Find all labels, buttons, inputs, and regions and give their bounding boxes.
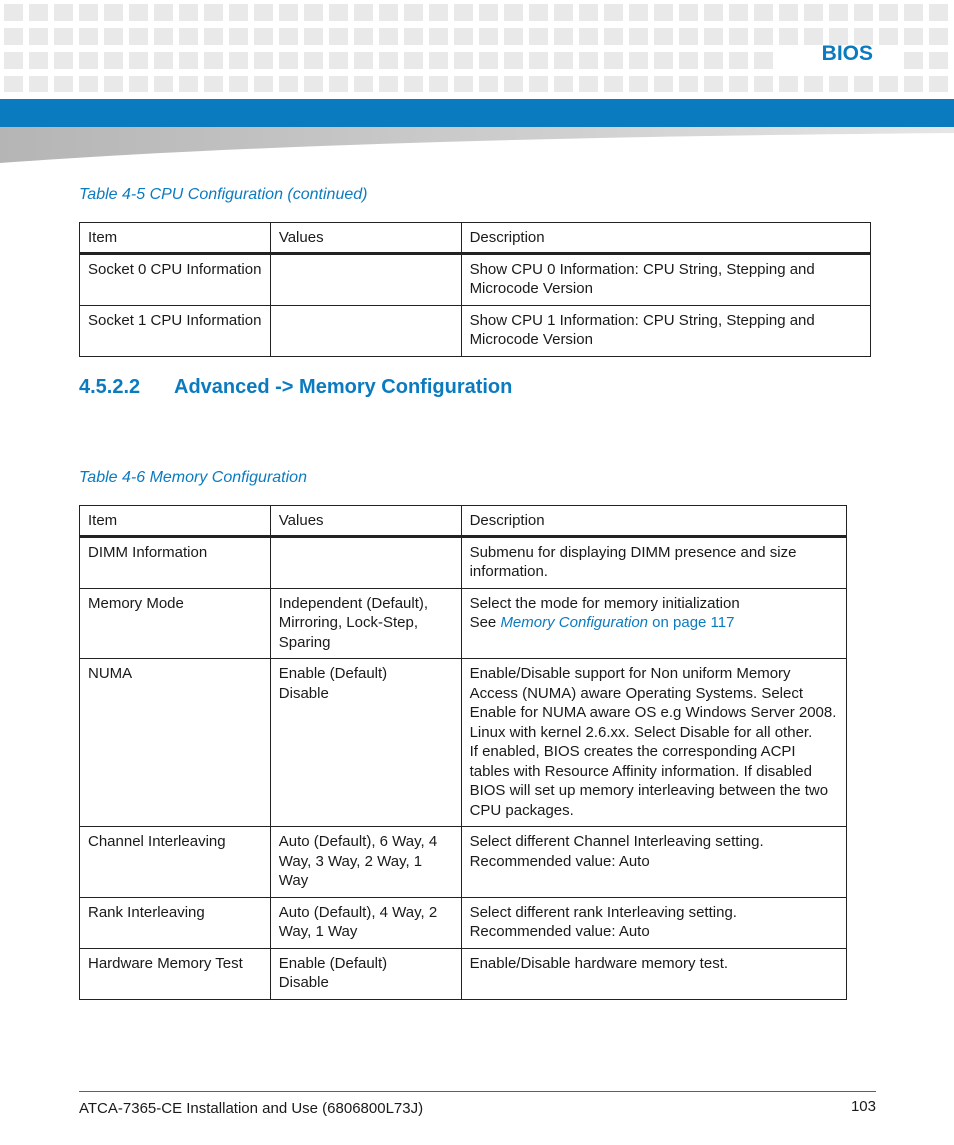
- table-header-row: [80, 223, 871, 254]
- description-cell: [461, 588, 846, 659]
- link-page: on page 117: [648, 614, 735, 631]
- value-line: Sparing: [278, 633, 331, 651]
- pattern-square: [179, 28, 198, 45]
- pattern-square: [829, 76, 848, 92]
- cross-reference-link[interactable]: [500, 614, 734, 631]
- pattern-square: [429, 4, 448, 21]
- values-cell: [270, 659, 461, 827]
- pattern-square: [154, 4, 173, 21]
- pattern-square: [279, 28, 298, 45]
- pattern-square: [879, 4, 898, 21]
- pattern-square: [929, 76, 948, 92]
- value-line: Independent (Default),: [278, 594, 429, 612]
- section-heading: [79, 376, 512, 399]
- pattern-square: [479, 4, 498, 21]
- pattern-square: [229, 76, 248, 92]
- pattern-square: [729, 28, 748, 45]
- pattern-square: [129, 28, 148, 45]
- pattern-square: [704, 76, 723, 92]
- pattern-square: [79, 4, 98, 21]
- table-caption: Table 4-5 CPU Configuration (continued): [79, 186, 368, 203]
- description-line: If enabled, BIOS creates the corresponding ACPI tables with Resource Affinity information. If disabled BIOS will set up memory interleaving between the two CPU packages.: [469, 743, 829, 819]
- description-line: Recommended value: Auto: [469, 852, 650, 870]
- pattern-square: [229, 4, 248, 21]
- pattern-square: [304, 76, 323, 92]
- table-row: [80, 588, 847, 659]
- pattern-square: [579, 76, 598, 92]
- description-cell: [461, 536, 846, 588]
- pattern-square: [829, 4, 848, 21]
- value-line: Enable (Default): [278, 954, 388, 972]
- pattern-square: [379, 52, 398, 69]
- pattern-square: [479, 52, 498, 69]
- pattern-square: [354, 52, 373, 69]
- pattern-square: [79, 52, 98, 69]
- description-line: Select the mode for memory initialization: [469, 594, 740, 612]
- value-line: Disable: [278, 684, 329, 702]
- value-line: Enable (Default): [278, 665, 388, 682]
- pattern-square: [579, 4, 598, 21]
- pattern-square: [379, 76, 398, 92]
- pattern-square: [179, 4, 198, 21]
- value-line: Auto (Default), 4 Way, 2 Way, 1 Way: [278, 903, 438, 940]
- pattern-square: [704, 28, 723, 45]
- pattern-square: [854, 4, 873, 21]
- pattern-square: [754, 52, 773, 69]
- pattern-square: [504, 52, 523, 69]
- section-number: 4.5.2.2: [79, 376, 141, 398]
- description-cell: [461, 827, 846, 898]
- link-title: Memory Configuration: [500, 614, 648, 631]
- pattern-square: [279, 52, 298, 69]
- pattern-square: [679, 4, 698, 21]
- memory-configuration-table: [79, 505, 847, 1000]
- pattern-square: [104, 28, 123, 45]
- pattern-square: [554, 52, 573, 69]
- pattern-square: [204, 28, 223, 45]
- pattern-square: [29, 28, 48, 45]
- pattern-square: [54, 4, 73, 21]
- pattern-square: [729, 52, 748, 69]
- table-row: [80, 659, 847, 827]
- pattern-square: [304, 28, 323, 45]
- pattern-square: [179, 76, 198, 92]
- pattern-square: [804, 76, 823, 92]
- pattern-square: [454, 28, 473, 45]
- pattern-square: [329, 4, 348, 21]
- pattern-square: [204, 4, 223, 21]
- pattern-square: [854, 76, 873, 92]
- pattern-square: [4, 28, 23, 45]
- pattern-square: [4, 4, 23, 21]
- pattern-square: [429, 28, 448, 45]
- column-header: Item: [80, 223, 271, 254]
- table-row: [80, 536, 847, 588]
- pattern-square: [529, 52, 548, 69]
- item-cell: Memory Mode: [80, 588, 271, 659]
- pattern-square: [354, 28, 373, 45]
- pattern-square: [254, 52, 273, 69]
- pattern-square: [879, 28, 898, 45]
- pattern-square: [329, 76, 348, 92]
- pattern-square: [654, 76, 673, 92]
- description-line: Recommended value: Auto: [469, 923, 650, 940]
- pattern-square: [804, 4, 823, 21]
- pattern-square: [629, 28, 648, 45]
- pattern-square: [129, 4, 148, 21]
- pattern-square: [54, 28, 73, 45]
- pattern-square: [404, 52, 423, 69]
- pattern-square: [179, 52, 198, 69]
- chapter-label: BIOS: [821, 42, 873, 65]
- description-cell: [461, 897, 846, 948]
- item-cell: DIMM Information: [80, 536, 271, 588]
- values-cell: [270, 897, 461, 948]
- pattern-square: [604, 4, 623, 21]
- pattern-square: [704, 52, 723, 69]
- item-cell: Rank Interleaving: [80, 897, 271, 948]
- description-line: Enable/Disable support for Non uniform Memory Access (NUMA) aware Operating Systems. Select Enable for NUMA aware OS e.g Windows Server 2008. Linux with kernel 2.6.xx. Select Disable for all other.: [469, 665, 837, 741]
- pattern-square: [904, 4, 923, 21]
- pattern-square: [254, 4, 273, 21]
- item-cell: Socket 0 CPU Information: [80, 253, 271, 305]
- values-cell: [270, 588, 461, 659]
- pattern-square: [554, 4, 573, 21]
- pattern-square: [304, 4, 323, 21]
- pattern-square: [329, 28, 348, 45]
- column-header: Item: [80, 506, 271, 537]
- pattern-square: [554, 28, 573, 45]
- table-row: [80, 827, 847, 898]
- see-prefix: See: [469, 614, 501, 631]
- pattern-square: [479, 76, 498, 92]
- pattern-square: [154, 76, 173, 92]
- pattern-square: [604, 28, 623, 45]
- pattern-square: [154, 28, 173, 45]
- pattern-square: [79, 76, 98, 92]
- table-row: [80, 897, 847, 948]
- pattern-square: [704, 4, 723, 21]
- pattern-square: [454, 52, 473, 69]
- pattern-square: [779, 28, 798, 45]
- item-cell: Channel Interleaving: [80, 827, 271, 898]
- pattern-square: [129, 76, 148, 92]
- pattern-square: [354, 76, 373, 92]
- pattern-square: [279, 76, 298, 92]
- pattern-square: [604, 76, 623, 92]
- description-cell: Show CPU 0 Information: CPU String, Stepping and Microcode Version: [461, 253, 870, 305]
- pattern-square: [929, 4, 948, 21]
- values-cell: [270, 948, 461, 999]
- pattern-square: [379, 28, 398, 45]
- pattern-square: [429, 76, 448, 92]
- pattern-square: [54, 52, 73, 69]
- pattern-square: [654, 4, 673, 21]
- table-header-row: [80, 506, 847, 537]
- pattern-square: [904, 28, 923, 45]
- pattern-square: [904, 76, 923, 92]
- column-header: Values: [270, 506, 461, 537]
- pattern-square: [229, 28, 248, 45]
- pattern-square: [754, 4, 773, 21]
- page-number: 103: [850, 1098, 876, 1115]
- pattern-square: [279, 4, 298, 21]
- pattern-square: [29, 76, 48, 92]
- pattern-square: [204, 76, 223, 92]
- pattern-square: [629, 4, 648, 21]
- pattern-square: [604, 52, 623, 69]
- description-cell: [461, 948, 846, 999]
- values-cell: [270, 827, 461, 898]
- value-line: Disable: [278, 974, 329, 991]
- pattern-square: [754, 76, 773, 92]
- pattern-square: [629, 52, 648, 69]
- pattern-square: [904, 52, 923, 69]
- pattern-square: [454, 4, 473, 21]
- table-row: [80, 253, 871, 305]
- pattern-square: [4, 76, 23, 92]
- pattern-square: [54, 76, 73, 92]
- header-grey-swoosh: [0, 127, 954, 163]
- header-pattern: [0, 0, 954, 96]
- pattern-square: [104, 76, 123, 92]
- description-cell: Show CPU 1 Information: CPU String, Stepping and Microcode Version: [461, 305, 870, 356]
- item-cell: Hardware Memory Test: [80, 948, 271, 999]
- pattern-square: [729, 76, 748, 92]
- pattern-square: [779, 4, 798, 21]
- pattern-square: [29, 52, 48, 69]
- column-header: Description: [461, 223, 870, 254]
- pattern-square: [654, 28, 673, 45]
- pattern-square: [629, 76, 648, 92]
- pattern-square: [404, 4, 423, 21]
- pattern-square: [554, 76, 573, 92]
- pattern-square: [479, 28, 498, 45]
- values-cell: [270, 536, 461, 588]
- pattern-square: [504, 28, 523, 45]
- description-cell: [461, 659, 846, 827]
- section-title: Advanced -> Memory Configuration: [174, 376, 513, 398]
- cpu-configuration-table: [79, 222, 871, 357]
- description-line: Select different rank Interleaving setting.: [469, 903, 737, 921]
- pattern-square: [654, 52, 673, 69]
- pattern-square: [679, 52, 698, 69]
- pattern-square: [154, 52, 173, 69]
- value-line: Auto (Default), 6 Way, 4 Way, 3 Way, 2 Way, 1 Way: [278, 833, 438, 889]
- pattern-square: [579, 28, 598, 45]
- pattern-square: [679, 28, 698, 45]
- column-header: Values: [270, 223, 461, 254]
- description-line: Select different Channel Interleaving setting.: [469, 833, 764, 850]
- pattern-square: [104, 52, 123, 69]
- pattern-square: [404, 76, 423, 92]
- pattern-square: [304, 52, 323, 69]
- item-cell: NUMA: [80, 659, 271, 827]
- pattern-square: [204, 52, 223, 69]
- pattern-square: [404, 28, 423, 45]
- pattern-square: [254, 76, 273, 92]
- table-caption: Table 4-6 Memory Configuration: [79, 469, 307, 486]
- table-row: [80, 305, 871, 356]
- pattern-square: [104, 4, 123, 21]
- description-line: Submenu for displaying DIMM presence and size information.: [469, 543, 797, 580]
- footer-rule: [79, 1091, 876, 1092]
- pattern-square: [804, 28, 823, 45]
- pattern-square: [229, 52, 248, 69]
- pattern-square: [754, 28, 773, 45]
- pattern-square: [729, 4, 748, 21]
- pattern-square: [529, 4, 548, 21]
- pattern-square: [504, 76, 523, 92]
- values-cell: [270, 305, 461, 356]
- item-cell: Socket 1 CPU Information: [80, 305, 271, 356]
- pattern-square: [29, 4, 48, 21]
- pattern-square: [129, 52, 148, 69]
- values-cell: [270, 253, 461, 305]
- column-header: Description: [461, 506, 846, 537]
- pattern-square: [4, 52, 23, 69]
- footer-document-title: ATCA-7365-CE Installation and Use (6806800L73J): [79, 1100, 424, 1117]
- header-blue-band: [0, 99, 954, 127]
- pattern-square: [254, 28, 273, 45]
- pattern-square: [454, 76, 473, 92]
- pattern-square: [929, 28, 948, 45]
- pattern-square: [529, 76, 548, 92]
- pattern-square: [879, 76, 898, 92]
- pattern-square: [329, 52, 348, 69]
- pattern-square: [679, 76, 698, 92]
- see-reference: [470, 613, 838, 633]
- value-line: Mirroring, Lock-Step,: [278, 614, 418, 631]
- pattern-square: [429, 52, 448, 69]
- pattern-square: [929, 52, 948, 69]
- description-line: Enable/Disable hardware memory test.: [469, 954, 729, 972]
- pattern-square: [354, 4, 373, 21]
- pattern-square: [579, 52, 598, 69]
- pattern-square: [504, 4, 523, 21]
- pattern-square: [379, 4, 398, 21]
- pattern-square: [779, 76, 798, 92]
- pattern-square: [529, 28, 548, 45]
- table-row: [80, 948, 847, 999]
- pattern-square: [79, 28, 98, 45]
